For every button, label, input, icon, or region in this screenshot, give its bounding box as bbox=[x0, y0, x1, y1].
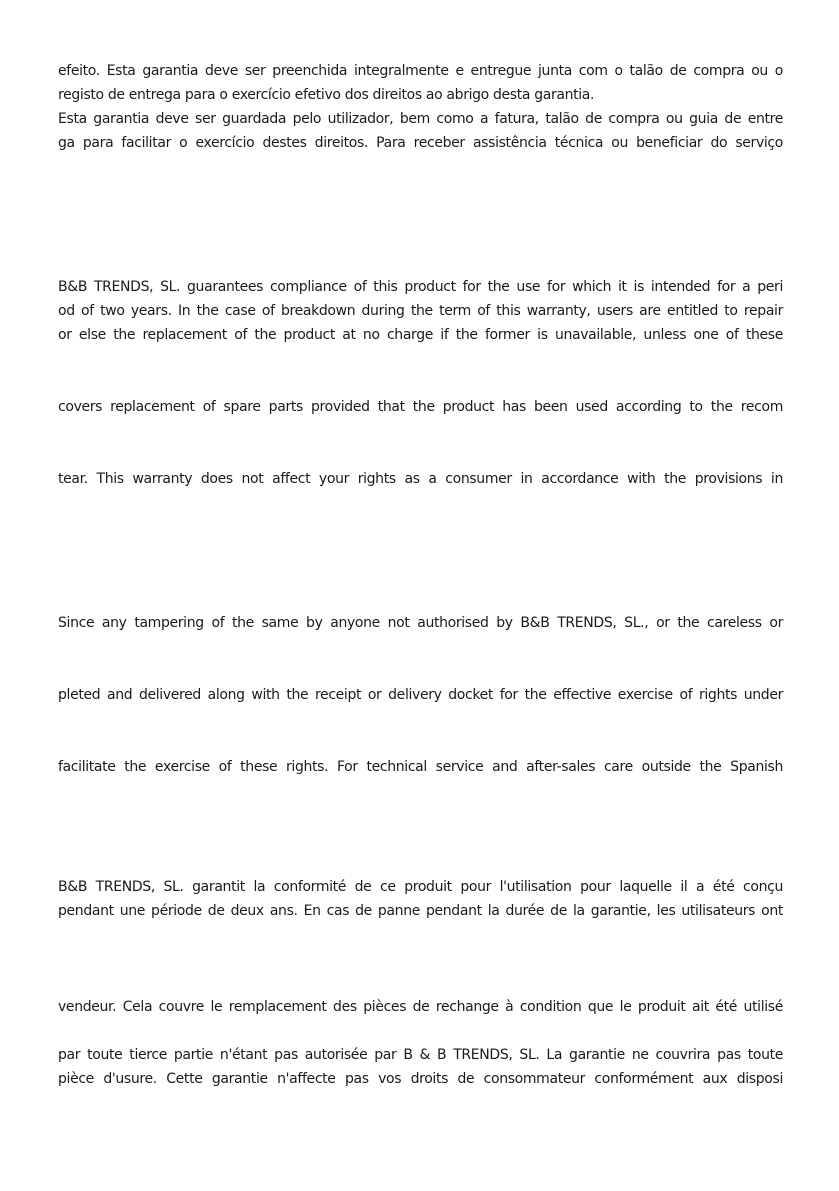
text-line: tear. This warranty does not affect your rights as a consumer in accordance with the provisions in bbox=[58, 471, 783, 487]
text-line: Since any tampering of the same by anyone not authorised by B&B TRENDS, SL., or the careless or bbox=[58, 615, 783, 631]
text-line: B&B TRENDS, SL. guarantees compliance of this product for the use for which it is intended for a peri bbox=[58, 279, 783, 295]
text-line: vendeur. Cela couvre le remplacement des pièces de rechange à condition que le produit ait été utilisé bbox=[58, 999, 783, 1015]
text-line: Esta garantia deve ser guardada pelo utilizador, bem como a fatura, talão de compra ou guia de entre bbox=[58, 111, 783, 127]
text-line: par toute tierce partie n'étant pas autorisée par B & B TRENDS, SL. La garantie ne couvrira pas toute bbox=[58, 1047, 783, 1063]
text-line: covers replacement of spare parts provided that the product has been used according to the recom bbox=[58, 399, 783, 415]
text-line: registo de entrega para o exercício efetivo dos direitos ao abrigo desta garantia. bbox=[58, 87, 595, 103]
text-line: efeito. Esta garantia deve ser preenchida integralmente e entregue junta com o talão de compra ou o bbox=[58, 63, 783, 79]
text-line: ga para facilitar o exercício destes direitos. Para receber assistência técnica ou beneficiar do serviço bbox=[58, 135, 783, 151]
text-line: pleted and delivered along with the receipt or delivery docket for the effective exercise of rights under bbox=[58, 687, 783, 703]
text-line: pendant une période de deux ans. En cas de panne pendant la durée de la garantie, les utilisateurs ont bbox=[58, 903, 783, 919]
text-line: facilitate the exercise of these rights. For technical service and after-sales care outside the Spanish bbox=[58, 759, 783, 775]
text-line: pièce d'usure. Cette garantie n'affecte pas vos droits de consommateur conformément aux disposi bbox=[58, 1071, 783, 1087]
text-line: od of two years. In the case of breakdown during the term of this warranty, users are entitled to repair bbox=[58, 303, 783, 319]
text-line: or else the replacement of the product at no charge if the former is unavailable, unless one of these bbox=[58, 327, 783, 343]
text-line: B&B TRENDS, SL. garantit la conformité de ce produit pour l'utilisation pour laquelle il a été conçu bbox=[58, 879, 783, 895]
